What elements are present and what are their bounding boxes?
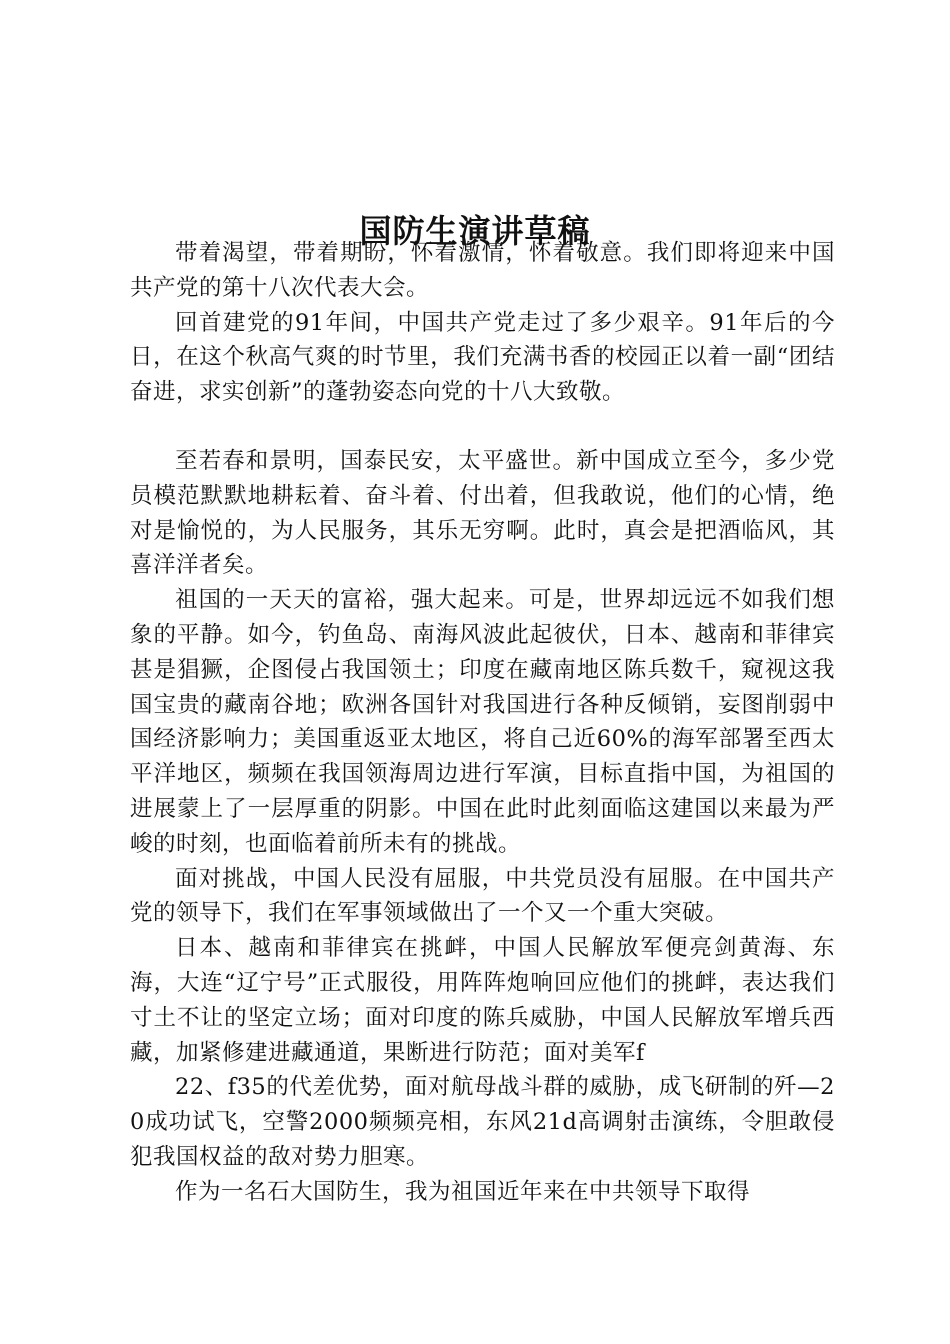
document-body — [130, 236, 835, 1210]
paragraph-5: 面对挑战，中国人民没有屈服，中共党员没有屈服。在中国共产党的领导下，我们在军事领域做出了一个又一个重大突破。 — [130, 865, 835, 927]
paragraph-6: 日本、越南和菲律宾在挑衅，中国人民解放军便亮剑黄海、东海，大连“辽宁号”正式服役，用阵阵炮响回应他们的挑衅，表达我们寸土不让的坚定立场；面对印度的陈兵威胁，中国人民解放军增兵西藏，加紧修建进藏通道，果断进行防范；面对美军f — [130, 935, 835, 1066]
paragraph-2: 回首建党的91年间，中国共产党走过了多少艰辛。91年后的今日，在这个秋高气爽的时节里，我们充满书香的校园正以着一副“团结奋进，求实创新”的蓬勃姿态向党的十八大致敬。 — [130, 309, 835, 406]
paragraph-8: 作为一名石大国防生，我为祖国近年来在中共领导下取得 — [175, 1178, 751, 1205]
paragraph-4: 祖国的一天天的富裕，强大起来。可是，世界却远远不如我们想象的平静。如今，钓鱼岛、南海风波此起彼伏，日本、越南和菲律宾甚是猖獗，企图侵占我国领土；印度在藏南地区陈兵数千，窥视这我国宝贵的藏南谷地；欧洲各国针对我国进行各种反倾销，妄图削弱中国经济影响力；美国重返亚太地区，将自己近60%的海军部署至西太平洋地区，频频在我国领海周边进行军演，目标直指中国，为祖国的进展蒙上了一层厚重的阴影。中国在此时此刻面临这建国以来最为严峻的时刻，也面临着前所未有的挑战。 — [130, 587, 835, 857]
document-title: 国防生演讲草稿 — [359, 212, 591, 251]
paragraph-1: 带着渴望，带着期盼，怀着激情，怀着敬意。我们即将迎来中国共产党的第十八次代表大会。 — [130, 240, 835, 301]
paragraph-3: 至若春和景明，国泰民安，太平盛世。新中国成立至今，多少党员模范默默地耕耘着、奋斗着、付出着，但我敢说，他们的心情，绝对是愉悦的，为人民服务，其乐无穷啊。此时，真会是把酒临风，其喜洋洋者矣。 — [130, 447, 835, 579]
paragraph-7: 22、f35的代差优势，面对航母战斗群的威胁，成飞研制的歼—20成功试飞，空警2000频频亮相，东风21d高调射击演练，令胆敢侵犯我国权益的敌对势力胆寒。 — [130, 1074, 835, 1170]
